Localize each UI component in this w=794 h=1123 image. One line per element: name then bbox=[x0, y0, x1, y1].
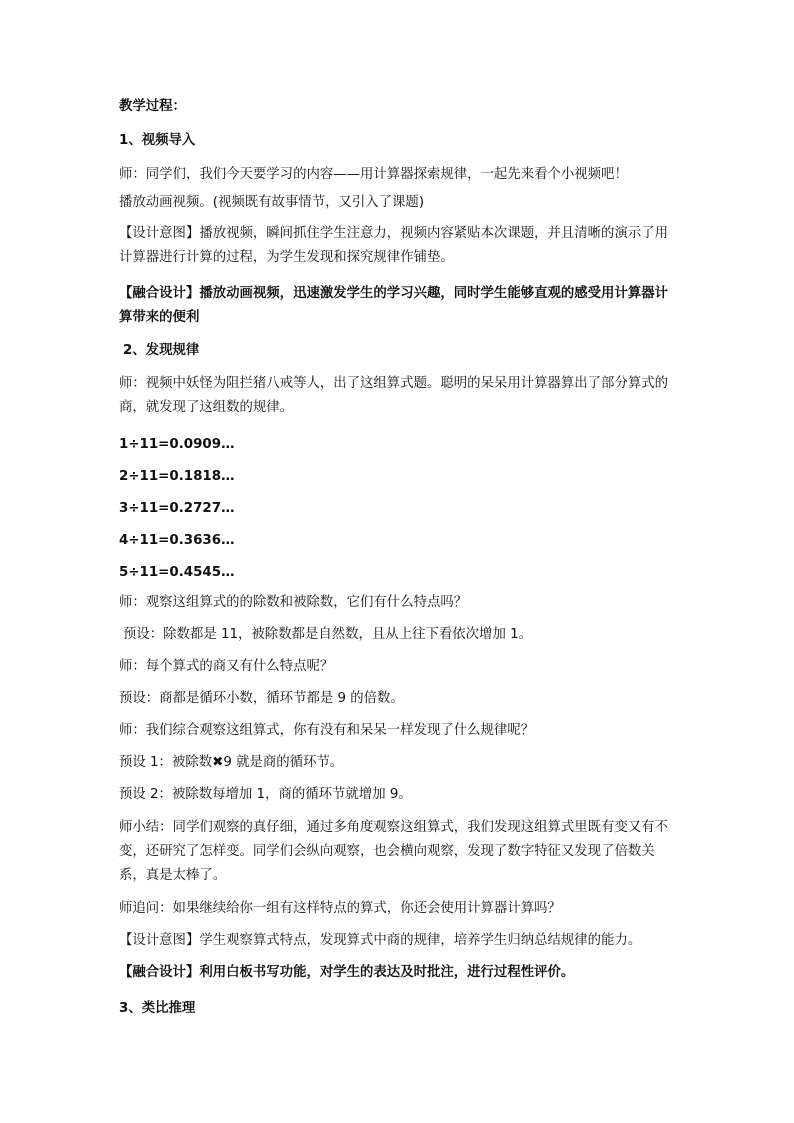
equation-4: 4÷11=0.3636… bbox=[119, 533, 235, 548]
section-1-title: 1、视频导入 bbox=[119, 133, 196, 148]
design-intent-1: 【设计意图】播放视频，瞬间抓住学生注意力，视频内容紧贴本次课题，并且清晰的演示了用计算器进行计算的过程，为学生发现和探究规律作铺垫。 bbox=[119, 226, 669, 265]
section-3-title: 3、类比推理 bbox=[119, 1001, 196, 1016]
teacher-story: 师：视频中妖怪为阻拦猪八戒等人，出了这组算式题。聪明的呆呆用计算器算出了部分算式的商，就发现了这组数的规律。 bbox=[119, 376, 669, 415]
teacher-intro-line: 师：同学们，我们今天要学习的内容——用计算器探索规律，一起先来看个小视频吧！ bbox=[119, 167, 628, 182]
preset-answer-2: 预设：商都是循环小数，循环节都是 9 的倍数。 bbox=[119, 691, 404, 706]
equation-5: 5÷11=0.4545… bbox=[119, 565, 235, 580]
heading-teaching-process: 教学过程： bbox=[119, 99, 186, 114]
teacher-summary: 师小结：同学们观察的真仔细，通过多角度观察这组算式，我们发现这组算式里既有变又有不变，还研究了怎样变。同学们会纵向观察，也会横向观察，发现了数字特征又发现了倍数关系，真是太棒了。 bbox=[119, 820, 669, 883]
preset-answer-1: 预设：除数都是 11，被除数都是自然数，且从上往下看依次增加 1。 bbox=[123, 627, 533, 642]
equation-2: 2÷11=0.1818… bbox=[119, 469, 235, 484]
preset-2: 预设 2：被除数每增加 1，商的循环节就增加 9。 bbox=[119, 787, 412, 802]
preset-1: 预设 1：被除数✖9 就是商的循环节。 bbox=[119, 755, 344, 770]
play-video-line: 播放动画视频。(视频既有故事情节，又引入了课题) bbox=[119, 195, 425, 210]
teacher-question-2: 师：每个算式的商又有什么特点呢？ bbox=[119, 659, 334, 674]
fusion-design-1: 【融合设计】播放动画视频，迅速激发学生的学习兴趣，同时学生能够直观的感受用计算器计算带来的便利 bbox=[119, 286, 669, 325]
fusion-design-2: 【融合设计】利用白板书写功能，对学生的表达及时批注，进行过程性评价。 bbox=[119, 965, 575, 980]
section-2-title: 2、发现规律 bbox=[123, 343, 200, 358]
design-intent-2: 【设计意图】学生观察算式特点，发现算式中商的规律，培养学生归纳总结规律的能力。 bbox=[119, 933, 642, 948]
equation-1: 1÷11=0.0909… bbox=[119, 437, 235, 452]
teacher-question-1: 师：观察这组算式的的除数和被除数，它们有什么特点吗？ bbox=[119, 595, 468, 610]
document-body bbox=[119, 98, 679, 1018]
teacher-followup: 师追问：如果继续给你一组有这样特点的算式，你还会使用计算器计算吗？ bbox=[119, 901, 561, 916]
teacher-question-3: 师：我们综合观察这组算式，你有没有和呆呆一样发现了什么规律呢？ bbox=[119, 723, 535, 738]
equation-3: 3÷11=0.2727… bbox=[119, 501, 235, 516]
